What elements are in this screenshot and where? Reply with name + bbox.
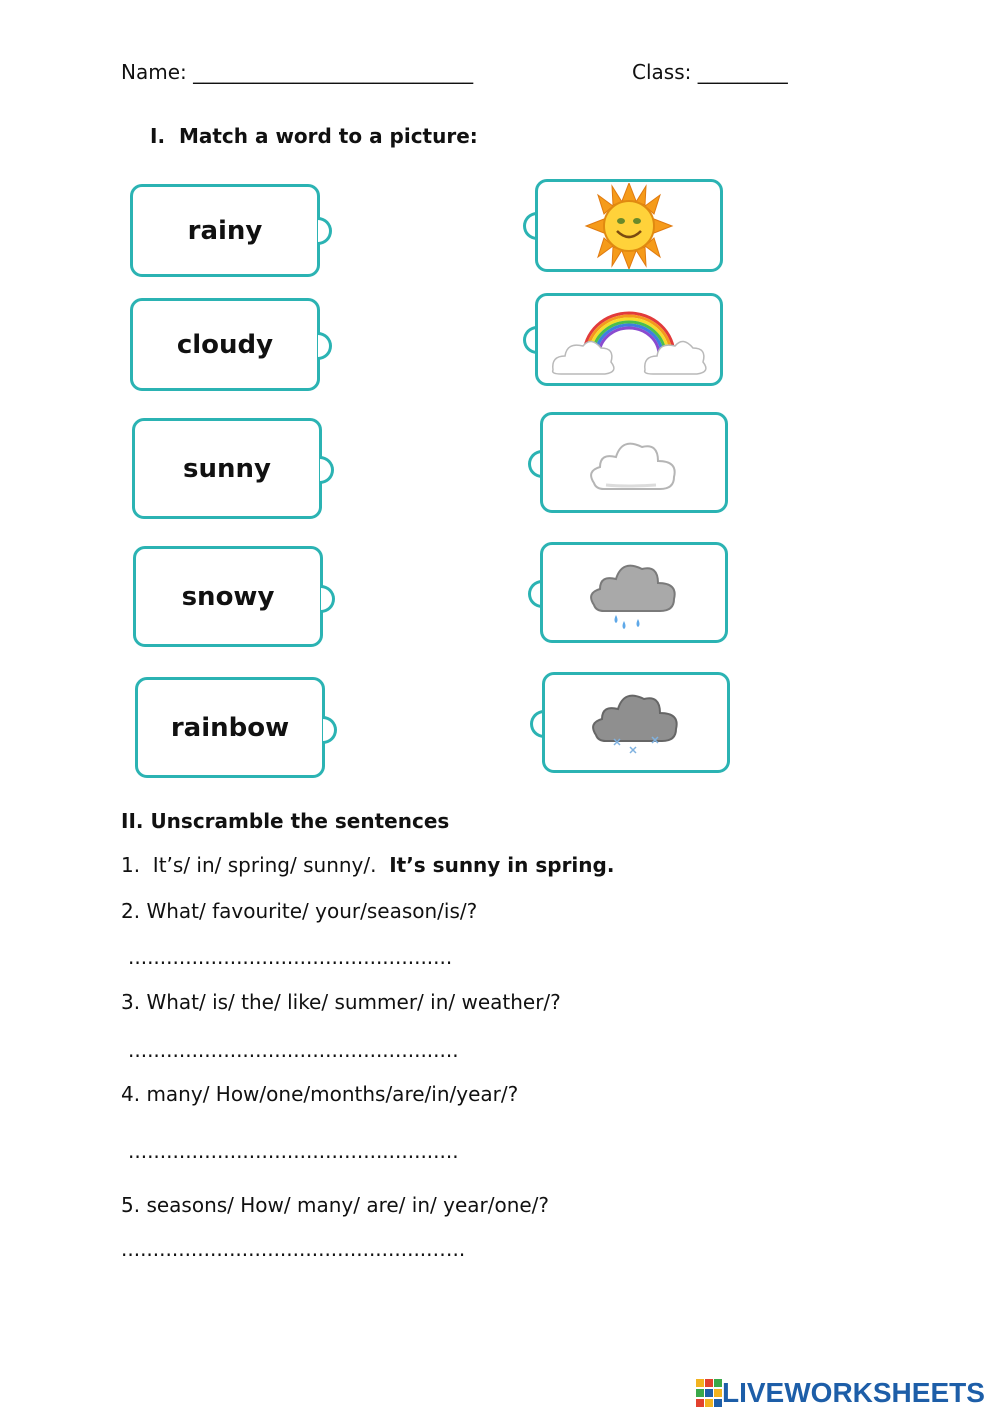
- answer-blank-2[interactable]: ...................................................: [128, 945, 453, 969]
- connector-tab: [323, 716, 337, 744]
- word-card-snowy[interactable]: [133, 546, 323, 647]
- word-label: sunny: [183, 453, 271, 484]
- picture-card-rainbow[interactable]: [535, 293, 723, 386]
- word-label: snowy: [181, 581, 275, 612]
- snow-cloud-icon: [588, 685, 684, 761]
- unscramble-item-3: 3. What/ is/ the/ like/ summer/ in/ weather/?: [121, 990, 561, 1014]
- class-field-label: Class: _________: [632, 60, 788, 84]
- unscramble-item-2: 2. What/ favourite/ your/season/is/?: [121, 899, 478, 923]
- picture-card-rain-cloud[interactable]: [540, 542, 728, 643]
- word-label: cloudy: [176, 329, 274, 360]
- unscramble-item-1-prompt: 1. It’s/ in/ spring/ sunny/.: [121, 853, 377, 877]
- unscramble-item-4: 4. many/ How/one/months/are/in/year/?: [121, 1082, 519, 1106]
- logo-mark-icon: [696, 1379, 722, 1407]
- word-card-rainbow[interactable]: [135, 677, 325, 778]
- liveworksheets-logo: [696, 1377, 985, 1409]
- picture-card-sun[interactable]: [535, 179, 723, 272]
- answer-blank-4[interactable]: ....................................................: [128, 1139, 459, 1163]
- section2-title: II. Unscramble the sentences: [121, 809, 450, 833]
- unscramble-item-1: [121, 853, 614, 877]
- name-field-label: Name: ____________________________: [121, 60, 474, 84]
- brand-name: LIVEWORKSHEETS: [722, 1377, 985, 1408]
- word-card-cloudy[interactable]: [130, 298, 320, 391]
- connector-tab: [318, 217, 332, 245]
- connector-tab: [318, 332, 332, 360]
- word-card-rainy[interactable]: [130, 184, 320, 277]
- connector-tab: [321, 585, 335, 613]
- answer-blank-3[interactable]: ....................................................: [128, 1038, 459, 1062]
- rain-cloud-icon: [586, 555, 682, 631]
- sun-icon: [584, 183, 674, 269]
- unscramble-item-5: 5. seasons/ How/ many/ are/ in/ year/one/?: [121, 1193, 550, 1217]
- word-label: rainbow: [170, 712, 290, 743]
- picture-card-cloud[interactable]: [540, 412, 728, 513]
- cloud-icon: [586, 431, 682, 495]
- word-label: rainy: [187, 215, 263, 246]
- rainbow-icon: [549, 300, 709, 380]
- section1-title: I. Match a word to a picture:: [150, 124, 478, 148]
- answer-blank-5[interactable]: .................................................…..: [121, 1237, 466, 1261]
- connector-tab: [320, 456, 334, 484]
- unscramble-item-1-answer: It’s sunny in spring.: [389, 853, 615, 877]
- word-card-sunny[interactable]: [132, 418, 322, 519]
- picture-card-snow-cloud[interactable]: [542, 672, 730, 773]
